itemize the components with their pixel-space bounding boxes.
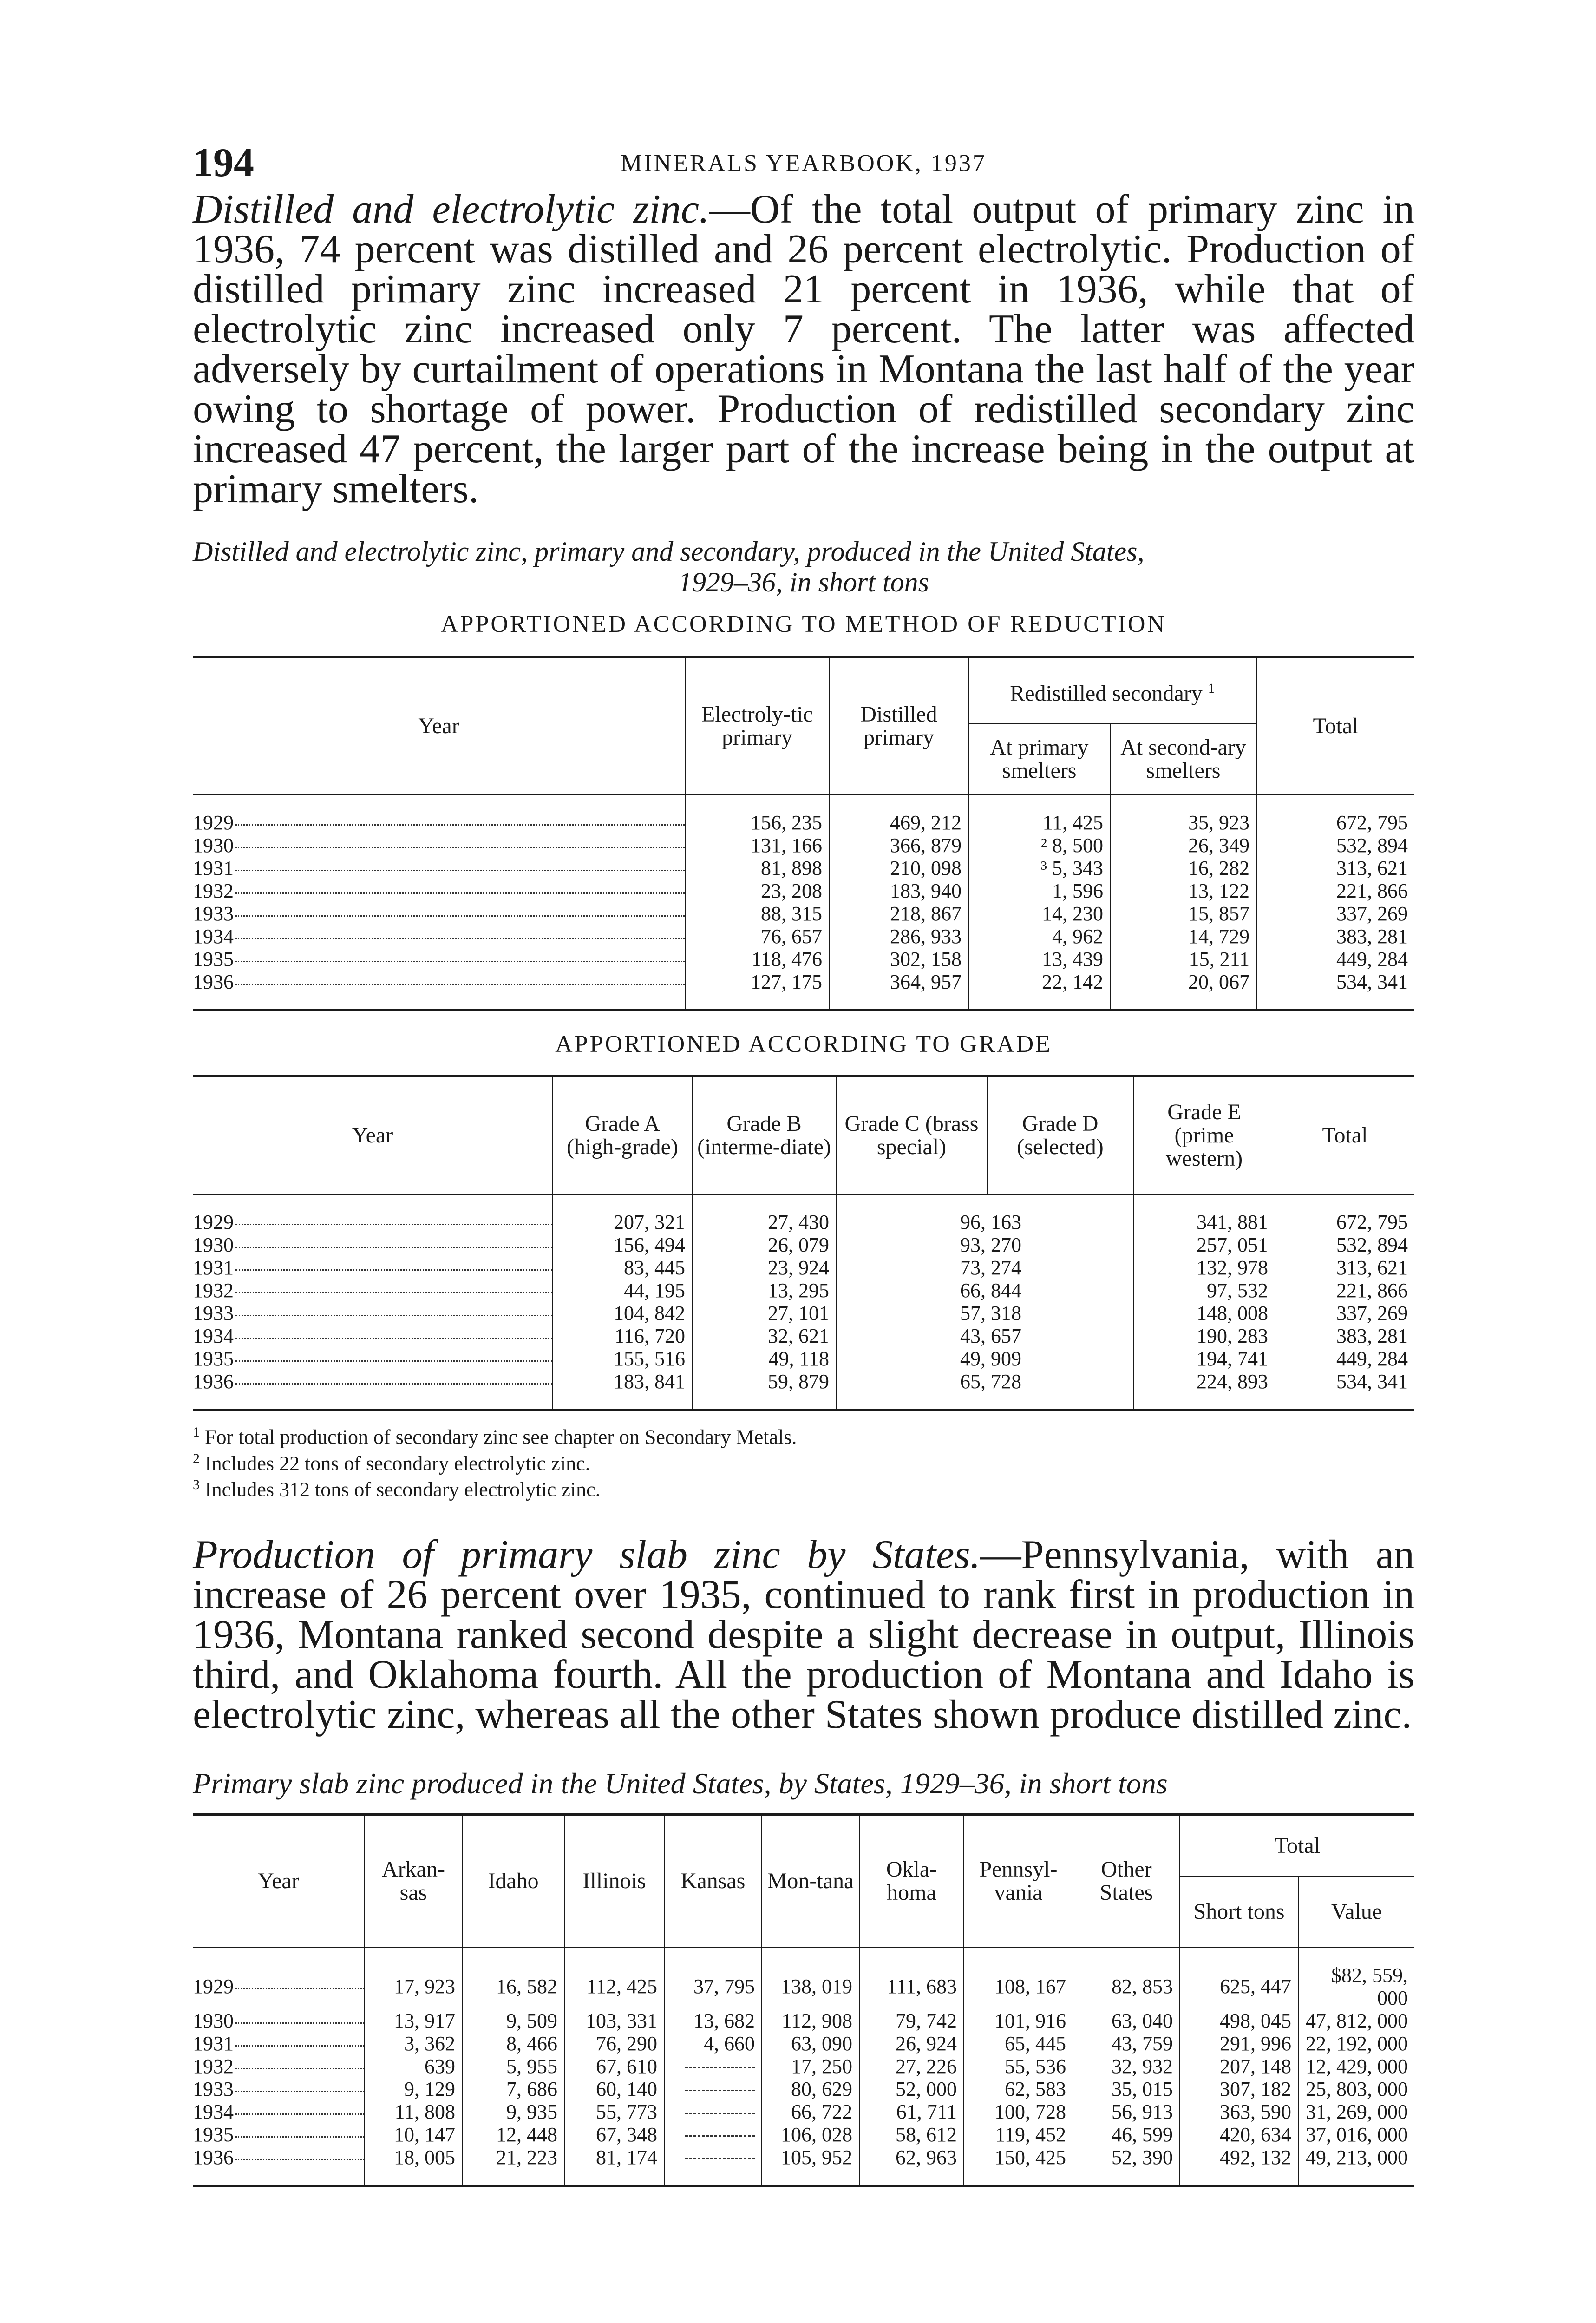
cell-arkansas: 639 bbox=[365, 2055, 462, 2078]
cell-at_secondary: 15, 211 bbox=[1110, 948, 1256, 971]
table-row bbox=[193, 2032, 1414, 2055]
cell-grade_cd: 43, 657 bbox=[836, 1325, 1133, 1347]
cell-other: 46, 599 bbox=[1073, 2123, 1180, 2146]
cell-grade_a: 104, 842 bbox=[553, 1302, 692, 1325]
cell-electrolytic: 23, 208 bbox=[685, 879, 829, 902]
cell-montana: 66, 722 bbox=[762, 2100, 859, 2123]
cell-other: 63, 040 bbox=[1073, 2009, 1180, 2032]
cell-pennsylvania: 119, 452 bbox=[964, 2123, 1073, 2146]
cell-total: 221, 866 bbox=[1275, 1279, 1414, 1302]
row-year: 1930 bbox=[193, 2009, 365, 2032]
cell-grade_b: 49, 118 bbox=[692, 1347, 836, 1370]
cell-arkansas: 10, 147 bbox=[365, 2123, 462, 2146]
cell-grade_e: 341, 881 bbox=[1133, 1194, 1275, 1234]
cell-at_primary: 4, 962 bbox=[968, 925, 1110, 948]
col-header-pennsylvania: Pennsyl-vania bbox=[964, 1814, 1073, 1948]
cell-pennsylvania: 108, 167 bbox=[964, 1947, 1073, 2009]
row-year: 1933 bbox=[193, 2078, 365, 2100]
cell-grade_b: 13, 295 bbox=[692, 1279, 836, 1302]
cell-distilled: 218, 867 bbox=[829, 902, 968, 925]
cell-kansas-empty bbox=[664, 2146, 762, 2186]
cell-at_primary: ³ 5, 343 bbox=[968, 857, 1110, 879]
table-row bbox=[193, 948, 1414, 971]
row-year: 1932 bbox=[193, 1279, 553, 1302]
cell-grade_a: 116, 720 bbox=[553, 1325, 692, 1347]
table3-caption: Primary slab zinc produced in the United States, by States, 1929–36, in short tons bbox=[193, 1766, 1168, 1800]
row-year: 1936 bbox=[193, 2146, 365, 2186]
cell-at_secondary: 15, 857 bbox=[1110, 902, 1256, 925]
cell-total: 534, 341 bbox=[1275, 1370, 1414, 1410]
cell-montana: 63, 090 bbox=[762, 2032, 859, 2055]
col-header-kansas: Kansas bbox=[664, 1814, 762, 1948]
paragraph-distilled-electrolytic bbox=[193, 187, 1414, 512]
col-header-grade-c: Grade C (brass special) bbox=[836, 1076, 987, 1194]
cell-grade_a: 155, 516 bbox=[553, 1347, 692, 1370]
table-row bbox=[193, 1325, 1414, 1347]
paragraph-lead: Production of primary slab zinc by States. bbox=[193, 1532, 981, 1577]
cell-illinois: 103, 331 bbox=[564, 2009, 664, 2032]
col-header-arkansas: Arkan-sas bbox=[365, 1814, 462, 1948]
cell-short_tons: 492, 132 bbox=[1180, 2146, 1298, 2186]
cell-montana: 17, 250 bbox=[762, 2055, 859, 2078]
cell-arkansas: 13, 917 bbox=[365, 2009, 462, 2032]
cell-other: 43, 759 bbox=[1073, 2032, 1180, 2055]
cell-pennsylvania: 65, 445 bbox=[964, 2032, 1073, 2055]
cell-montana: 106, 028 bbox=[762, 2123, 859, 2146]
cell-short_tons: 625, 447 bbox=[1180, 1947, 1298, 2009]
row-year: 1934 bbox=[193, 2100, 365, 2123]
table-row bbox=[193, 971, 1414, 1010]
cell-pennsylvania: 55, 536 bbox=[964, 2055, 1073, 2078]
cell-illinois: 76, 290 bbox=[564, 2032, 664, 2055]
cell-at_secondary: 14, 729 bbox=[1110, 925, 1256, 948]
cell-grade_cd: 93, 270 bbox=[836, 1234, 1133, 1256]
cell-electrolytic: 88, 315 bbox=[685, 902, 829, 925]
cell-grade_cd: 73, 274 bbox=[836, 1256, 1133, 1279]
table-row bbox=[193, 1194, 1414, 1234]
cell-grade_e: 224, 893 bbox=[1133, 1370, 1275, 1410]
table-row bbox=[193, 1370, 1414, 1410]
cell-grade_e: 190, 283 bbox=[1133, 1325, 1275, 1347]
cell-grade_b: 26, 079 bbox=[692, 1234, 836, 1256]
cell-at_primary: 13, 439 bbox=[968, 948, 1110, 971]
row-year: 1929 bbox=[193, 1194, 553, 1234]
cell-illinois: 67, 348 bbox=[564, 2123, 664, 2146]
cell-at_primary: ² 8, 500 bbox=[968, 834, 1110, 857]
col-header-oklahoma: Okla-homa bbox=[859, 1814, 964, 1948]
cell-idaho: 9, 509 bbox=[462, 2009, 564, 2032]
table1-caption-line1: Distilled and electrolytic zinc, primary and secondary, produced in the United States, bbox=[193, 536, 1145, 567]
col-header-montana: Mon-tana bbox=[762, 1814, 859, 1948]
table1-caption-line2: 1929–36, in short tons bbox=[678, 567, 929, 597]
cell-arkansas: 3, 362 bbox=[365, 2032, 462, 2055]
cell-arkansas: 17, 923 bbox=[365, 1947, 462, 2009]
running-title: MINERALS YEARBOOK, 1937 bbox=[621, 150, 987, 177]
col-header-year: Year bbox=[193, 657, 685, 795]
cell-value: 37, 016, 000 bbox=[1298, 2123, 1414, 2146]
cell-idaho: 7, 686 bbox=[462, 2078, 564, 2100]
cell-at_primary: 1, 596 bbox=[968, 879, 1110, 902]
cell-short_tons: 498, 045 bbox=[1180, 2009, 1298, 2032]
cell-distilled: 366, 879 bbox=[829, 834, 968, 857]
table1-subhead: APPORTIONED ACCORDING TO METHOD OF REDUCTION bbox=[440, 611, 1167, 637]
cell-grade_a: 83, 445 bbox=[553, 1256, 692, 1279]
table-row bbox=[193, 2055, 1414, 2078]
cell-at_secondary: 26, 349 bbox=[1110, 834, 1256, 857]
cell-other: 56, 913 bbox=[1073, 2100, 1180, 2123]
cell-at_secondary: 20, 067 bbox=[1110, 971, 1256, 1010]
cell-total: 337, 269 bbox=[1275, 1302, 1414, 1325]
cell-oklahoma: 52, 000 bbox=[859, 2078, 964, 2100]
col-header-total: Total bbox=[1180, 1814, 1414, 1877]
cell-arkansas: 9, 129 bbox=[365, 2078, 462, 2100]
cell-grade_cd: 66, 844 bbox=[836, 1279, 1133, 1302]
row-year: 1931 bbox=[193, 1256, 553, 1279]
footnote-ref-1: 1 bbox=[1208, 680, 1215, 696]
footnotes bbox=[193, 1422, 1414, 1501]
footnote: $^3$ Includes 312 tons of secondary electrolytic zinc. bbox=[193, 1477, 601, 1501]
row-year: 1935 bbox=[193, 1347, 553, 1370]
row-year: 1932 bbox=[193, 2055, 365, 2078]
cell-grade_e: 97, 532 bbox=[1133, 1279, 1275, 1302]
cell-grade_a: 183, 841 bbox=[553, 1370, 692, 1410]
row-year: 1934 bbox=[193, 925, 685, 948]
col-header-grade-e: Grade E (prime western) bbox=[1133, 1076, 1275, 1194]
cell-kansas-empty bbox=[664, 2078, 762, 2100]
cell-total: 449, 284 bbox=[1275, 1347, 1414, 1370]
cell-montana: 112, 908 bbox=[762, 2009, 859, 2032]
cell-distilled: 469, 212 bbox=[829, 795, 968, 834]
table-row bbox=[193, 857, 1414, 879]
col-header-value: Value bbox=[1298, 1877, 1414, 1948]
cell-pennsylvania: 100, 728 bbox=[964, 2100, 1073, 2123]
cell-pennsylvania: 62, 583 bbox=[964, 2078, 1073, 2100]
row-year: 1931 bbox=[193, 857, 685, 879]
cell-grade_e: 148, 008 bbox=[1133, 1302, 1275, 1325]
cell-short_tons: 363, 590 bbox=[1180, 2100, 1298, 2123]
cell-oklahoma: 79, 742 bbox=[859, 2009, 964, 2032]
table-row bbox=[193, 902, 1414, 925]
table-row bbox=[193, 1256, 1414, 1279]
cell-pennsylvania: 101, 916 bbox=[964, 2009, 1073, 2032]
table-row bbox=[193, 879, 1414, 902]
cell-total: 672, 795 bbox=[1256, 795, 1414, 834]
col-header-redistilled: Redistilled secondary $^1$ bbox=[968, 657, 1256, 724]
cell-idaho: 8, 466 bbox=[462, 2032, 564, 2055]
cell-idaho: 21, 223 bbox=[462, 2146, 564, 2186]
cell-total: 221, 866 bbox=[1256, 879, 1414, 902]
cell-grade_e: 257, 051 bbox=[1133, 1234, 1275, 1256]
cell-idaho: 9, 935 bbox=[462, 2100, 564, 2123]
cell-idaho: 5, 955 bbox=[462, 2055, 564, 2078]
col-header-grade-b: Grade B (interme-diate) bbox=[692, 1076, 836, 1194]
table-row bbox=[193, 795, 1414, 834]
cell-grade_a: 44, 195 bbox=[553, 1279, 692, 1302]
col-header-electrolytic: Electroly-tic primary bbox=[685, 657, 829, 795]
cell-kansas-empty bbox=[664, 2055, 762, 2078]
cell-value: 31, 269, 000 bbox=[1298, 2100, 1414, 2123]
table-row bbox=[193, 2146, 1414, 2186]
cell-grade_b: 32, 621 bbox=[692, 1325, 836, 1347]
cell-grade_b: 59, 879 bbox=[692, 1370, 836, 1410]
cell-grade_cd: 96, 163 bbox=[836, 1194, 1133, 1234]
cell-grade_e: 132, 978 bbox=[1133, 1256, 1275, 1279]
cell-value: 12, 429, 000 bbox=[1298, 2055, 1414, 2078]
cell-other: 82, 853 bbox=[1073, 1947, 1180, 2009]
cell-grade_b: 27, 430 bbox=[692, 1194, 836, 1234]
cell-at_primary: 11, 425 bbox=[968, 795, 1110, 834]
table-grade bbox=[193, 1075, 1414, 1411]
paragraph-slab-zinc-by-states bbox=[193, 1532, 1414, 1737]
cell-total: 532, 894 bbox=[1256, 834, 1414, 857]
cell-other: 35, 015 bbox=[1073, 2078, 1180, 2100]
cell-value: 47, 812, 000 bbox=[1298, 2009, 1414, 2032]
row-year: 1935 bbox=[193, 2123, 365, 2146]
cell-montana: 80, 629 bbox=[762, 2078, 859, 2100]
cell-electrolytic: 156, 235 bbox=[685, 795, 829, 834]
cell-grade_a: 207, 321 bbox=[553, 1194, 692, 1234]
cell-kansas: 13, 682 bbox=[664, 2009, 762, 2032]
cell-illinois: 67, 610 bbox=[564, 2055, 664, 2078]
cell-montana: 105, 952 bbox=[762, 2146, 859, 2186]
cell-total: 672, 795 bbox=[1275, 1194, 1414, 1234]
row-year: 1930 bbox=[193, 1234, 553, 1256]
table2-subhead: APPORTIONED ACCORDING TO GRADE bbox=[555, 1031, 1052, 1057]
cell-grade_cd: 65, 728 bbox=[836, 1370, 1133, 1410]
table-row bbox=[193, 2078, 1414, 2100]
cell-total: 534, 341 bbox=[1256, 971, 1414, 1010]
table-row bbox=[193, 925, 1414, 948]
cell-other: 52, 390 bbox=[1073, 2146, 1180, 2186]
col-header-at-primary: At primary smelters bbox=[968, 724, 1110, 795]
cell-total: 383, 281 bbox=[1275, 1325, 1414, 1347]
cell-pennsylvania: 150, 425 bbox=[964, 2146, 1073, 2186]
row-year: 1936 bbox=[193, 971, 685, 1010]
cell-electrolytic: 76, 657 bbox=[685, 925, 829, 948]
footnote: $^1$ For total production of secondary zinc see chapter on Secondary Metals. bbox=[193, 1424, 797, 1449]
col-header-idaho: Idaho bbox=[462, 1814, 564, 1948]
cell-arkansas: 18, 005 bbox=[365, 2146, 462, 2186]
col-header-grade-d: Grade D (selected) bbox=[987, 1076, 1133, 1194]
row-year: 1933 bbox=[193, 902, 685, 925]
col-header-distilled: Distilled primary bbox=[829, 657, 968, 795]
table-row bbox=[193, 834, 1414, 857]
cell-short_tons: 291, 996 bbox=[1180, 2032, 1298, 2055]
cell-total: 449, 284 bbox=[1256, 948, 1414, 971]
cell-illinois: 55, 773 bbox=[564, 2100, 664, 2123]
footnote: $^2$ Includes 22 tons of secondary electrolytic zinc. bbox=[193, 1450, 590, 1475]
page-header bbox=[193, 139, 1414, 190]
cell-kansas: 4, 660 bbox=[664, 2032, 762, 2055]
cell-oklahoma: 62, 963 bbox=[859, 2146, 964, 2186]
table-row bbox=[193, 1347, 1414, 1370]
cell-kansas-empty bbox=[664, 2100, 762, 2123]
paragraph-lead: Distilled and electrolytic zinc. bbox=[193, 187, 709, 232]
col-header-total: Total bbox=[1256, 657, 1414, 795]
table-row bbox=[193, 2123, 1414, 2146]
cell-illinois: 60, 140 bbox=[564, 2078, 664, 2100]
cell-distilled: 364, 957 bbox=[829, 971, 968, 1010]
cell-kansas: 37, 795 bbox=[664, 1947, 762, 2009]
cell-at_secondary: 16, 282 bbox=[1110, 857, 1256, 879]
table-slab-zinc-by-states bbox=[193, 1813, 1414, 2187]
row-year: 1929 bbox=[193, 1947, 365, 2009]
cell-grade_e: 194, 741 bbox=[1133, 1347, 1275, 1370]
cell-distilled: 183, 940 bbox=[829, 879, 968, 902]
col-header-year: Year bbox=[193, 1076, 553, 1194]
cell-other: 32, 932 bbox=[1073, 2055, 1180, 2078]
table-row bbox=[193, 2100, 1414, 2123]
col-header-illinois: Illinois bbox=[564, 1814, 664, 1948]
cell-distilled: 210, 098 bbox=[829, 857, 968, 879]
cell-grade_b: 23, 924 bbox=[692, 1256, 836, 1279]
cell-at_secondary: 35, 923 bbox=[1110, 795, 1256, 834]
cell-at_secondary: 13, 122 bbox=[1110, 879, 1256, 902]
cell-electrolytic: 81, 898 bbox=[685, 857, 829, 879]
cell-illinois: 112, 425 bbox=[564, 1947, 664, 2009]
col-header-total: Total bbox=[1275, 1076, 1414, 1194]
row-year: 1936 bbox=[193, 1370, 553, 1410]
cell-value: $82, 559, 000 bbox=[1298, 1947, 1414, 2009]
col-header-grade-a: Grade A (high-grade) bbox=[553, 1076, 692, 1194]
cell-montana: 138, 019 bbox=[762, 1947, 859, 2009]
table-row bbox=[193, 1947, 1414, 2009]
cell-grade_a: 156, 494 bbox=[553, 1234, 692, 1256]
cell-total: 313, 621 bbox=[1275, 1256, 1414, 1279]
cell-at_primary: 22, 142 bbox=[968, 971, 1110, 1010]
table-row bbox=[193, 2009, 1414, 2032]
cell-electrolytic: 118, 476 bbox=[685, 948, 829, 971]
cell-oklahoma: 26, 924 bbox=[859, 2032, 964, 2055]
row-year: 1932 bbox=[193, 879, 685, 902]
page bbox=[193, 139, 1414, 2187]
row-year: 1930 bbox=[193, 834, 685, 857]
table-row bbox=[193, 1234, 1414, 1256]
row-year: 1933 bbox=[193, 1302, 553, 1325]
cell-kansas-empty bbox=[664, 2123, 762, 2146]
cell-total: 337, 269 bbox=[1256, 902, 1414, 925]
cell-arkansas: 11, 808 bbox=[365, 2100, 462, 2123]
col-header-short-tons: Short tons bbox=[1180, 1877, 1298, 1948]
cell-illinois: 81, 174 bbox=[564, 2146, 664, 2186]
cell-oklahoma: 61, 711 bbox=[859, 2100, 964, 2123]
row-year: 1934 bbox=[193, 1325, 553, 1347]
cell-grade_cd: 57, 318 bbox=[836, 1302, 1133, 1325]
row-year: 1929 bbox=[193, 795, 685, 834]
cell-value: 25, 803, 000 bbox=[1298, 2078, 1414, 2100]
cell-short_tons: 420, 634 bbox=[1180, 2123, 1298, 2146]
cell-oklahoma: 58, 612 bbox=[859, 2123, 964, 2146]
cell-idaho: 12, 448 bbox=[462, 2123, 564, 2146]
row-year: 1931 bbox=[193, 2032, 365, 2055]
cell-idaho: 16, 582 bbox=[462, 1947, 564, 2009]
table-reduction-method bbox=[193, 656, 1414, 1011]
cell-total: 532, 894 bbox=[1275, 1234, 1414, 1256]
cell-short_tons: 307, 182 bbox=[1180, 2078, 1298, 2100]
col-header-other-states: Other States bbox=[1073, 1814, 1180, 1948]
cell-value: 49, 213, 000 bbox=[1298, 2146, 1414, 2186]
paragraph-text: —Of the total output of primary zinc in 1936, 74 percent was distilled and 26 percent electrolytic. Production of distilled primary zinc increased 21 percent in 1936, while that of electrolytic zinc increased only 7 percent. The latter was affected adversely by curtailment of operations in Montana the last half of the year owing to shortage of power. Production of redistilled secondary zinc increased 47 percent, the larger part of the increase being in the output at primary smelters. bbox=[193, 187, 1414, 512]
col-header-year: Year bbox=[193, 1814, 365, 1948]
paragraph-text: —Pennsylvania, with an increase of 26 percent over 1935, continued to rank first in production in 1936, Montana ranked second despite a slight decrease in output, Illinois third, and Oklahoma fourth. All the production of Montana and Idaho is electrolytic zinc, whereas all the other States shown produce distilled zinc. bbox=[193, 1532, 1414, 1737]
cell-total: 383, 281 bbox=[1256, 925, 1414, 948]
page-number: 194 bbox=[193, 140, 254, 185]
table-row bbox=[193, 1302, 1414, 1325]
cell-total: 313, 621 bbox=[1256, 857, 1414, 879]
cell-oklahoma: 27, 226 bbox=[859, 2055, 964, 2078]
cell-electrolytic: 127, 175 bbox=[685, 971, 829, 1010]
cell-electrolytic: 131, 166 bbox=[685, 834, 829, 857]
row-year: 1935 bbox=[193, 948, 685, 971]
cell-value: 22, 192, 000 bbox=[1298, 2032, 1414, 2055]
cell-oklahoma: 111, 683 bbox=[859, 1947, 964, 2009]
cell-grade_cd: 49, 909 bbox=[836, 1347, 1133, 1370]
col-header-at-secondary: At second-ary smelters bbox=[1110, 724, 1256, 795]
cell-distilled: 286, 933 bbox=[829, 925, 968, 948]
cell-distilled: 302, 158 bbox=[829, 948, 968, 971]
table-row bbox=[193, 1279, 1414, 1302]
cell-at_primary: 14, 230 bbox=[968, 902, 1110, 925]
cell-short_tons: 207, 148 bbox=[1180, 2055, 1298, 2078]
cell-grade_b: 27, 101 bbox=[692, 1302, 836, 1325]
